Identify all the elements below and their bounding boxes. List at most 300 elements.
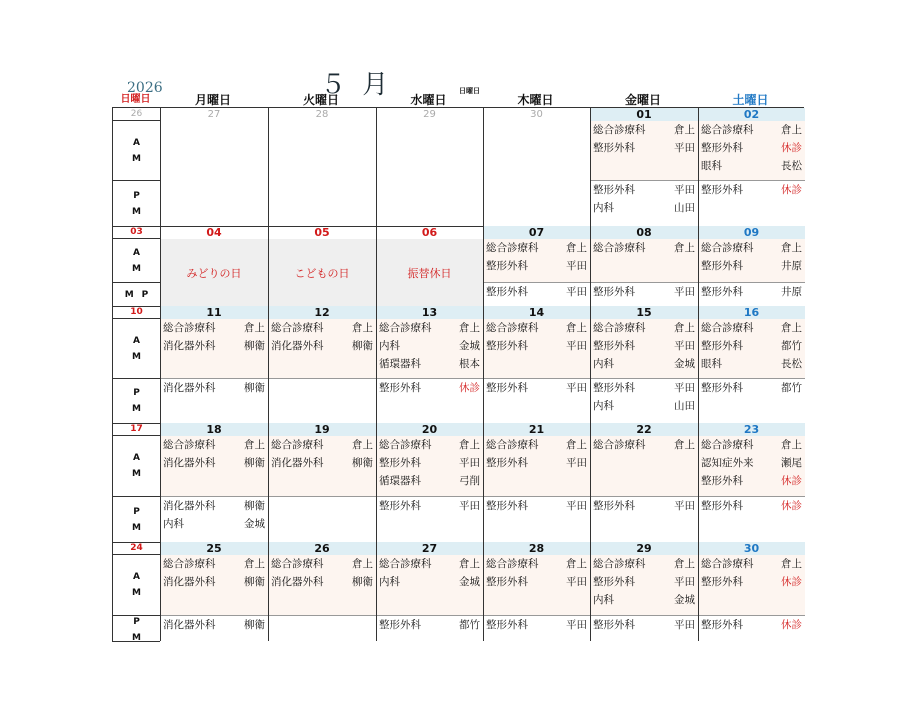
schedule-entry (160, 337, 268, 355)
pm-block (590, 497, 698, 542)
schedule-entry (483, 497, 590, 515)
schedule-entry (160, 379, 268, 397)
doctor-name: 倉上 (566, 439, 587, 451)
department-name: 整形外科 (486, 340, 528, 352)
pm-letter: M (132, 404, 141, 414)
weekday-header-wed: 水曜日 (410, 93, 447, 107)
department-name: 循環器科 (379, 358, 421, 370)
weekday-header-tue: 火曜日 (302, 93, 339, 107)
schedule-entry (376, 573, 483, 591)
am-block (376, 319, 483, 378)
department-name: 整形外科 (593, 576, 635, 588)
day-number: 28 (483, 542, 590, 555)
month-title: ５ 月 (320, 70, 393, 100)
doctor-name: 柳衛 (352, 340, 373, 352)
schedule-entry (483, 239, 590, 257)
department-name: 眼科 (701, 160, 722, 172)
schedule-entry (590, 283, 698, 301)
pm-block (160, 379, 268, 423)
doctor-name: 休診 (781, 184, 802, 196)
department-name: 整形外科 (379, 457, 421, 469)
pm-block (483, 497, 590, 542)
doctor-name: 倉上 (352, 322, 373, 334)
doctor-name: 平田 (566, 286, 587, 298)
department-name: 総合診療科 (163, 439, 216, 451)
schedule-entry (483, 337, 590, 355)
holiday-name: こどもの日 (294, 267, 350, 280)
schedule-entry (698, 379, 805, 397)
day-number: 14 (483, 306, 590, 319)
schedule-entry (698, 454, 805, 472)
schedule-entry (160, 555, 268, 573)
schedule-entry (483, 616, 590, 634)
doctor-name: 都竹 (459, 619, 480, 631)
day-cell (590, 542, 698, 643)
pm-label (113, 496, 160, 542)
day-number: 11 (160, 306, 268, 319)
department-name: 総合診療科 (701, 439, 754, 451)
schedule-entry (698, 497, 805, 515)
department-name: 整形外科 (486, 382, 528, 394)
doctor-name: 休診 (459, 382, 480, 394)
department-name: 消化器外科 (271, 340, 324, 352)
doctor-name: 柳衛 (352, 457, 373, 469)
pm-block (698, 379, 805, 423)
doctor-name: 金城 (459, 340, 480, 352)
doctor-name: 倉上 (459, 558, 480, 570)
department-name: 消化器外科 (163, 500, 216, 512)
schedule-entry (698, 283, 805, 301)
department-name: 整形外科 (486, 286, 528, 298)
department-name: 整形外科 (701, 142, 743, 154)
am-letter: M (132, 263, 141, 274)
am-block (698, 121, 805, 180)
day-number: 26 (268, 542, 376, 555)
doctor-name: 倉上 (244, 439, 265, 451)
doctor-name: 平田 (674, 184, 695, 196)
schedule-entry (483, 379, 590, 397)
day-cell (483, 423, 590, 542)
schedule-entry (590, 436, 698, 454)
department-name: 総合診療科 (379, 322, 432, 334)
am-block (268, 555, 376, 615)
am-letter: M (132, 588, 141, 598)
column-divider (160, 108, 161, 641)
schedule-entry (698, 239, 805, 257)
day-cell (268, 423, 376, 542)
am-block (268, 121, 376, 180)
schedule-entry (376, 616, 483, 634)
department-name: 整形外科 (593, 286, 635, 298)
am-block (376, 555, 483, 615)
day-cell (590, 306, 698, 423)
schedule-entry (590, 355, 698, 373)
department-name: 消化器外科 (163, 340, 216, 352)
column-divider (698, 108, 699, 641)
doctor-name: 平田 (566, 619, 587, 631)
day-cell (268, 306, 376, 423)
day-cell (590, 226, 698, 306)
schedule-entry (483, 454, 590, 472)
schedule-entry (376, 355, 483, 373)
sunday-date: 10 (113, 306, 160, 319)
doctor-name: 倉上 (566, 322, 587, 334)
am-letter: A (133, 137, 140, 148)
am-block (268, 319, 376, 378)
pm-block (483, 616, 590, 643)
day-cell (376, 226, 483, 306)
pm-letter: M (132, 522, 141, 533)
weekday-header-sun: 日曜日 (120, 94, 151, 105)
day-cell (483, 306, 590, 423)
department-name: 整形外科 (486, 457, 528, 469)
pm-block (590, 283, 698, 306)
am-block (698, 555, 805, 615)
schedule-entry (698, 616, 805, 634)
pm-label (113, 615, 160, 643)
day-cell (376, 423, 483, 542)
pm-block (483, 379, 590, 423)
department-name: 総合診療科 (486, 439, 539, 451)
schedule-entry (268, 555, 376, 573)
doctor-name: 山田 (674, 202, 695, 214)
am-block (483, 555, 590, 615)
pm-block (160, 616, 268, 643)
schedule-entry (376, 436, 483, 454)
schedule-entry (698, 436, 805, 454)
doctor-name: 倉上 (674, 124, 695, 136)
am-label (113, 239, 160, 282)
schedule-entry (590, 573, 698, 591)
pm-block (268, 616, 376, 643)
department-name: 総合診療科 (593, 439, 646, 451)
department-name: 整形外科 (379, 382, 421, 394)
day-cell (268, 226, 376, 306)
department-name: 総合診療科 (486, 322, 539, 334)
department-name: 内科 (593, 202, 614, 214)
schedule-entry (376, 472, 483, 490)
doctor-name: 倉上 (674, 242, 695, 254)
department-name: 総合診療科 (379, 439, 432, 451)
department-name: 総合診療科 (701, 242, 754, 254)
am-label (113, 121, 160, 180)
am-block (590, 555, 698, 615)
department-name: 整形外科 (486, 260, 528, 272)
department-name: 総合診療科 (593, 558, 646, 570)
doctor-name: 休診 (781, 619, 802, 631)
pm-block (160, 181, 268, 226)
schedule-entry (483, 555, 590, 573)
calendar-grid (112, 107, 804, 642)
doctor-name: 倉上 (781, 558, 802, 570)
department-name: 整形外科 (593, 619, 635, 631)
day-number: 07 (483, 226, 590, 239)
doctor-name: 平田 (674, 142, 695, 154)
doctor-name: 倉上 (781, 439, 802, 451)
doctor-name: 井原 (781, 286, 802, 298)
am-block (160, 319, 268, 378)
schedule-entry (268, 573, 376, 591)
doctor-name: 平田 (674, 286, 695, 298)
department-name: 循環器科 (379, 475, 421, 487)
doctor-name: 倉上 (352, 439, 373, 451)
schedule-entry (698, 472, 805, 490)
holiday-block (376, 239, 483, 306)
schedule-entry (698, 157, 805, 175)
day-cell (268, 108, 376, 226)
pm-letter: P (133, 388, 140, 398)
day-number: 25 (160, 542, 268, 555)
doctor-name: 平田 (459, 500, 480, 512)
am-letter: A (133, 247, 140, 258)
department-name: 整形外科 (593, 500, 635, 512)
am-letter: A (133, 453, 140, 463)
schedule-entry (590, 181, 698, 199)
schedule-entry (160, 573, 268, 591)
am-label (113, 319, 160, 378)
doctor-name: 井原 (781, 260, 802, 272)
department-name: 整形外科 (701, 382, 743, 394)
schedule-entry (160, 515, 268, 533)
column-divider (483, 108, 484, 641)
department-name: 整形外科 (593, 184, 635, 196)
day-number: 29 (423, 109, 436, 120)
doctor-name: 倉上 (459, 439, 480, 451)
sunday-date: 26 (113, 108, 160, 121)
department-name: 整形外科 (701, 500, 743, 512)
pm-letter: P (133, 616, 140, 627)
day-cell (160, 226, 268, 306)
department-name: 総合診療科 (593, 322, 646, 334)
sunday-date: 03 (113, 226, 160, 239)
doctor-name: 倉上 (459, 322, 480, 334)
department-name: 整形外科 (379, 500, 421, 512)
pm-block (698, 283, 805, 306)
am-block (376, 436, 483, 496)
day-cell (698, 306, 805, 423)
day-number: 06 (421, 226, 438, 239)
am-letter: M (132, 469, 141, 479)
schedule-entry (590, 139, 698, 157)
department-name: 総合診療科 (486, 558, 539, 570)
department-name: 整形外科 (701, 286, 743, 298)
department-name: 総合診療科 (379, 558, 432, 570)
doctor-name: 柳衛 (244, 576, 265, 588)
doctor-name: 都竹 (781, 382, 802, 394)
doctor-name: 休診 (781, 475, 802, 487)
holiday-block (160, 239, 268, 306)
schedule-entry (698, 319, 805, 337)
day-number: 27 (207, 109, 221, 120)
am-block (590, 239, 698, 282)
weekday-header-thu: 木曜日 (517, 93, 554, 107)
day-number: 16 (698, 306, 805, 319)
doctor-name: 平田 (566, 457, 587, 469)
pm-letter: P (141, 289, 149, 300)
department-name: 総合診療科 (163, 322, 216, 334)
department-name: 総合診療科 (271, 322, 324, 334)
department-name: 整形外科 (486, 576, 528, 588)
schedule-entry (376, 555, 483, 573)
schedule-entry (698, 139, 805, 157)
department-name: 総合診療科 (271, 558, 324, 570)
day-number: 05 (314, 226, 330, 239)
day-cell (590, 108, 698, 226)
doctor-name: 倉上 (674, 558, 695, 570)
schedule-entry (268, 436, 376, 454)
am-block (483, 121, 590, 180)
day-cell (483, 542, 590, 643)
department-name: 整形外科 (701, 576, 743, 588)
department-name: 整形外科 (701, 260, 743, 272)
pm-label (113, 180, 160, 226)
department-name: 消化器外科 (163, 576, 216, 588)
schedule-entry (483, 436, 590, 454)
schedule-entry (590, 591, 698, 609)
department-name: 整形外科 (701, 619, 743, 631)
doctor-name: 倉上 (674, 322, 695, 334)
schedule-entry (590, 239, 698, 257)
doctor-name: 倉上 (781, 124, 802, 136)
pm-block (268, 379, 376, 423)
day-number: 23 (698, 423, 805, 436)
holiday-block (268, 239, 376, 306)
am-block (483, 239, 590, 282)
schedule-entry (698, 181, 805, 199)
am-letter: A (133, 572, 140, 582)
day-cell (698, 423, 805, 542)
doctor-name: 金城 (674, 358, 695, 370)
pm-block (590, 616, 698, 643)
day-number: 12 (268, 306, 376, 319)
schedule-entry (698, 121, 805, 139)
doctor-name: 休診 (781, 500, 802, 512)
pm-block (590, 181, 698, 226)
weekday-header-mon: 月曜日 (194, 93, 231, 107)
am-block (483, 436, 590, 496)
day-number: 19 (268, 423, 376, 436)
schedule-entry (376, 337, 483, 355)
day-number: 04 (206, 226, 222, 239)
doctor-name: 倉上 (674, 439, 695, 451)
pm-letter: M (132, 632, 141, 643)
doctor-name: 金城 (459, 576, 480, 588)
doctor-name: 倉上 (781, 322, 802, 334)
doctor-name: 長松 (781, 358, 802, 370)
day-number: 29 (590, 542, 698, 555)
day-cell (698, 108, 805, 226)
schedule-entry (483, 319, 590, 337)
schedule-entry (268, 454, 376, 472)
schedule-entry (590, 319, 698, 337)
department-name: 内科 (593, 358, 614, 370)
doctor-name: 平田 (674, 619, 695, 631)
day-cell (483, 108, 590, 226)
doctor-name: 休診 (781, 142, 802, 154)
day-cell (160, 542, 268, 643)
day-cell (160, 423, 268, 542)
am-block (483, 319, 590, 378)
am-letter: M (132, 351, 141, 362)
day-cell (376, 108, 483, 226)
department-name: 消化器外科 (271, 457, 324, 469)
doctor-name: 平田 (566, 576, 587, 588)
doctor-name: 柳衛 (244, 340, 265, 352)
doctor-name: 倉上 (244, 322, 265, 334)
schedule-entry (698, 257, 805, 275)
day-number: 22 (590, 423, 698, 436)
pm-block (483, 283, 590, 306)
doctor-name: 長松 (781, 160, 802, 172)
schedule-entry (590, 397, 698, 415)
department-name: 消化器外科 (163, 619, 216, 631)
doctor-name: 倉上 (566, 242, 587, 254)
pm-block (160, 497, 268, 542)
day-cell (698, 226, 805, 306)
pm-letter: P (133, 506, 140, 517)
am-letter: A (133, 335, 140, 346)
day-cell (483, 226, 590, 306)
day-number: 08 (590, 226, 698, 239)
department-name: 消化器外科 (163, 457, 216, 469)
department-name: 整形外科 (593, 382, 635, 394)
department-name: 総合診療科 (593, 242, 646, 254)
pm-block (483, 181, 590, 226)
schedule-entry (376, 497, 483, 515)
schedule-entry (483, 257, 590, 275)
pm-letter: P (133, 190, 140, 201)
day-cell (376, 542, 483, 643)
am-block (160, 555, 268, 615)
am-block (590, 121, 698, 180)
schedule-entry (590, 337, 698, 355)
mini-weekday-label: 日曜日 (459, 87, 480, 95)
department-name: 内科 (379, 576, 400, 588)
doctor-name: 柳衛 (244, 619, 265, 631)
schedule-entry (160, 497, 268, 515)
schedule-entry (698, 337, 805, 355)
am-block (590, 436, 698, 496)
department-name: 内科 (379, 340, 400, 352)
schedule-entry (160, 319, 268, 337)
pm-block (590, 379, 698, 423)
sunday-date: 24 (113, 542, 160, 555)
column-divider (376, 108, 377, 641)
day-cell (590, 423, 698, 542)
schedule-entry (698, 555, 805, 573)
schedule-entry (160, 616, 268, 634)
schedule-entry (590, 616, 698, 634)
schedule-entry (590, 497, 698, 515)
doctor-name: 平田 (674, 382, 695, 394)
pm-block (376, 181, 483, 226)
schedule-entry (698, 355, 805, 373)
doctor-name: 柳衛 (244, 382, 265, 394)
department-name: 内科 (593, 594, 614, 606)
department-name: 内科 (593, 400, 614, 412)
pm-block (376, 497, 483, 542)
day-number: 30 (698, 542, 805, 555)
doctor-name: 平田 (566, 340, 587, 352)
schedule-entry (590, 121, 698, 139)
pm-block (376, 379, 483, 423)
doctor-name: 金城 (674, 594, 695, 606)
day-cell (268, 542, 376, 643)
department-name: 整形外科 (701, 184, 743, 196)
department-name: 総合診療科 (486, 242, 539, 254)
day-number: 20 (376, 423, 483, 436)
pm-block (698, 616, 805, 643)
